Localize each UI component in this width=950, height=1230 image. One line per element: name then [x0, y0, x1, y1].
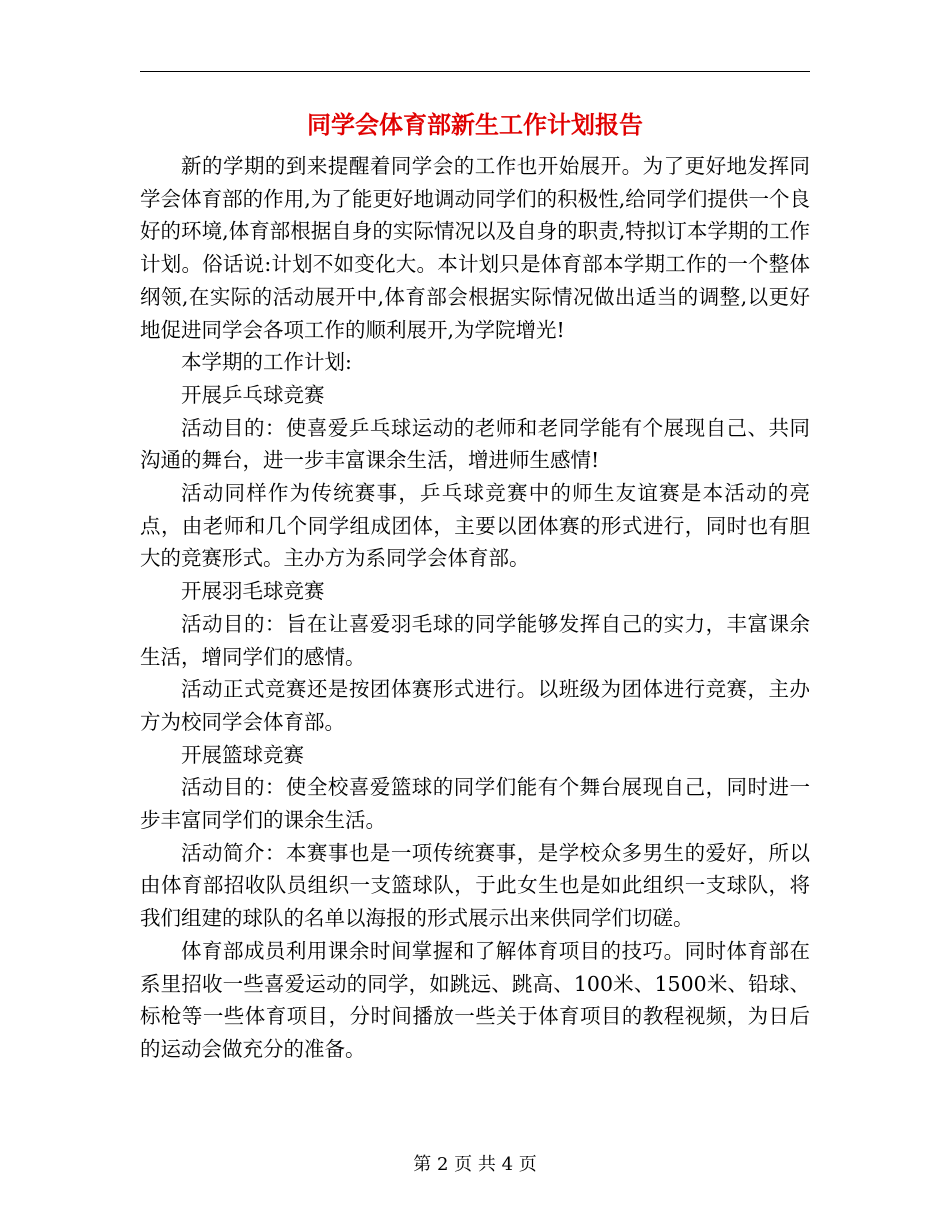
- header-rule: [140, 71, 810, 72]
- section-heading-table-tennis: 开展乒乓球竞赛: [181, 382, 325, 407]
- paragraph-basketball-details: 活动简介：本赛事也是一项传统赛事，是学校众多男生的爱好，所以由体育部招收队员组织一支篮球队，于此女生也是如此组织一支球队，将我们组建的球队的名单以海报的形式展示出来供同学们切磋。: [140, 840, 810, 931]
- paragraph-athletics-training: 体育部成员利用课余时间掌握和了解体育项目的技巧。同时体育部在系里招收一些喜爱运动的同学，如跳远、跳高、100米、1500米、铅球、标枪等一些体育项目，分时间播放一些关于体育项目的教程视频，为日后的运动会做充分的准备。: [140, 938, 810, 1061]
- paragraph-badminton-details: 活动正式竞赛还是按团体赛形式进行。以班级为团体进行竞赛，主办方为校同学会体育部。: [140, 677, 810, 734]
- section-heading-badminton: 开展羽毛球竞赛: [181, 579, 325, 604]
- paragraph-table-tennis-details: 活动同样作为传统赛事，乒乓球竞赛中的师生友谊赛是本活动的亮点，由老师和几个同学组成团体，主要以团体赛的形式进行，同时也有胆大的竞赛形式。主办方为系同学会体育部。: [140, 481, 810, 571]
- paragraph-badminton-purpose: 活动目的：旨在让喜爱羽毛球的同学能够发挥自己的实力，丰富课余生活，增同学们的感情。: [140, 611, 810, 669]
- document-title: 同学会体育部新生工作计划报告: [307, 110, 643, 139]
- paragraph-basketball-purpose: 活动目的：使全校喜爱篮球的同学们能有个舞台展现自己，同时进一步丰富同学们的课余生活。: [140, 775, 810, 833]
- paragraph-intro: 新的学期的到来提醒着同学会的工作也开始展开。为了更好地发挥同学会体育部的作用,为了能更好地调动同学们的积极性,给同学们提供一个良好的环境,体育部根据自身的实际情况以及自身的职责,特拟订本学期的工作计划。俗话说:计划不如变化大。本计划只是体育部本学期工作的一个整体纲领,在实际的活动展开中,体育部会根据实际情况做出适当的调整,以更好地促进同学会各项工作的顺利展开,为学院增光!: [140, 154, 810, 342]
- section-heading-basketball: 开展篮球竞赛: [181, 742, 304, 767]
- document-body: [140, 150, 810, 1066]
- page-number-footer: 第 2 页 共 4 页: [413, 1154, 537, 1175]
- paragraph-plan-heading: 本学期的工作计划:: [181, 350, 352, 375]
- paragraph-table-tennis-purpose: 活动目的：使喜爱乒乓球运动的老师和老同学能有个展现自己、共同沟通的舞台，进一步丰富课余生活，增进师生感情!: [140, 415, 810, 473]
